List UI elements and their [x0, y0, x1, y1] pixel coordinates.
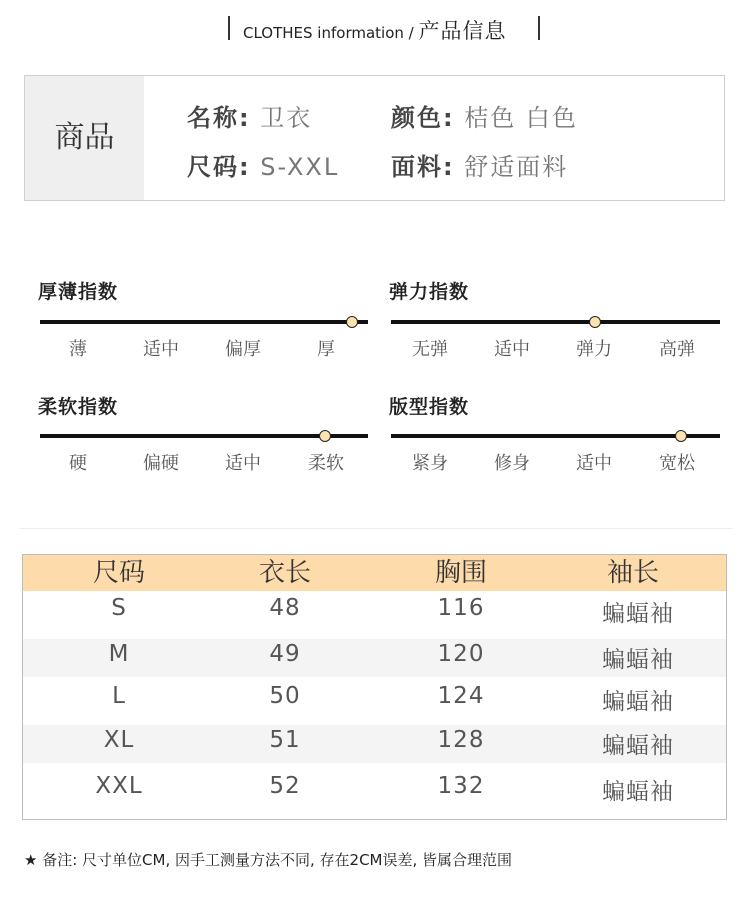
- cell-chest: 132: [437, 773, 485, 799]
- elasticity-label-3: 弹力: [576, 339, 612, 360]
- softness-index-marker: [319, 430, 331, 442]
- header-left-divider: [228, 16, 230, 40]
- product-name-row: [187, 98, 312, 133]
- header-size: 尺码: [92, 558, 145, 588]
- fabric-value: 舒适面料: [464, 153, 569, 181]
- size-label: 尺码:: [187, 153, 251, 181]
- product-fabric-row: [391, 147, 568, 182]
- cell-length: 52: [269, 773, 301, 799]
- table-row: [23, 639, 726, 677]
- softness-label-4: 柔软: [308, 453, 344, 474]
- cell-sleeve: 蝙蝠袖: [602, 689, 674, 715]
- elasticity-label-4: 高弹: [659, 339, 695, 360]
- cell-length: 49: [269, 641, 301, 667]
- elasticity-index-track: [391, 320, 720, 324]
- cell-sleeve: 蝙蝠袖: [602, 733, 674, 759]
- size-note: ★ 备注: 尺寸单位CM, 因手工测量方法不同, 存在2CM误差, 皆属合理范围: [24, 851, 513, 869]
- thickness-label-1: 薄: [69, 339, 87, 360]
- cell-size: XL: [103, 727, 135, 753]
- fit-label-2: 修身: [494, 453, 530, 474]
- cell-sleeve: 蝙蝠袖: [602, 601, 674, 627]
- fit-label-1: 紧身: [412, 453, 448, 474]
- color-label: 颜色:: [391, 104, 455, 132]
- cell-size: XXL: [95, 773, 143, 799]
- cell-sleeve: 蝙蝠袖: [602, 647, 674, 673]
- cell-chest: 128: [437, 727, 485, 753]
- size-value: S-XXL: [260, 153, 340, 181]
- header-title-en: CLOTHES information /: [243, 24, 414, 42]
- fit-index-track: [391, 434, 720, 438]
- product-info-box: [24, 75, 725, 201]
- thickness-index-marker: [346, 316, 358, 328]
- fit-label-4: 宽松: [659, 453, 695, 474]
- fabric-label: 面料:: [391, 153, 455, 181]
- header-sleeve: 袖长: [606, 558, 659, 588]
- header-length: 衣长: [258, 558, 311, 588]
- cell-size: M: [108, 641, 130, 667]
- header-title: [243, 15, 507, 45]
- fit-label-3: 适中: [576, 453, 612, 474]
- cell-size: L: [112, 683, 126, 709]
- fit-index-marker: [675, 430, 687, 442]
- product-color-row: [391, 98, 578, 133]
- name-label: 名称:: [187, 104, 251, 132]
- elasticity-label-1: 无弹: [412, 339, 448, 360]
- table-row: [23, 591, 726, 639]
- elasticity-index-marker: [589, 316, 601, 328]
- table-row: [23, 725, 726, 763]
- softness-label-2: 偏硬: [143, 453, 179, 474]
- header-right-divider: [538, 16, 540, 40]
- cell-chest: 124: [437, 683, 485, 709]
- thickness-index-title: 厚薄指数: [38, 281, 119, 303]
- cell-sleeve: 蝙蝠袖: [602, 779, 674, 805]
- color-value: 桔色 白色: [464, 104, 578, 132]
- elasticity-label-2: 适中: [494, 339, 530, 360]
- fit-index-title: 版型指数: [389, 396, 470, 418]
- product-label: 商品: [25, 76, 144, 200]
- softness-label-1: 硬: [69, 453, 87, 474]
- thickness-label-2: 适中: [143, 339, 179, 360]
- page-header: [0, 14, 750, 44]
- table-row: [23, 763, 726, 819]
- thickness-label-4: 厚: [317, 339, 335, 360]
- thickness-label-3: 偏厚: [225, 339, 261, 360]
- table-row: [23, 677, 726, 725]
- cell-length: 50: [269, 683, 301, 709]
- elasticity-index-title: 弹力指数: [389, 281, 470, 303]
- header-chest: 胸围: [434, 558, 487, 588]
- cell-chest: 116: [437, 595, 485, 621]
- header-title-cn: 产品信息: [418, 19, 507, 43]
- cell-length: 51: [269, 727, 301, 753]
- product-size-row: [187, 147, 339, 182]
- cell-chest: 120: [437, 641, 485, 667]
- cell-length: 48: [269, 595, 301, 621]
- softness-label-3: 适中: [225, 453, 261, 474]
- name-value: 卫衣: [260, 104, 313, 132]
- thickness-index-track: [40, 320, 368, 324]
- softness-index-title: 柔软指数: [38, 396, 119, 418]
- section-divider: [20, 528, 732, 529]
- size-table-header: [23, 555, 726, 591]
- size-table: [22, 554, 727, 820]
- cell-size: S: [111, 595, 127, 621]
